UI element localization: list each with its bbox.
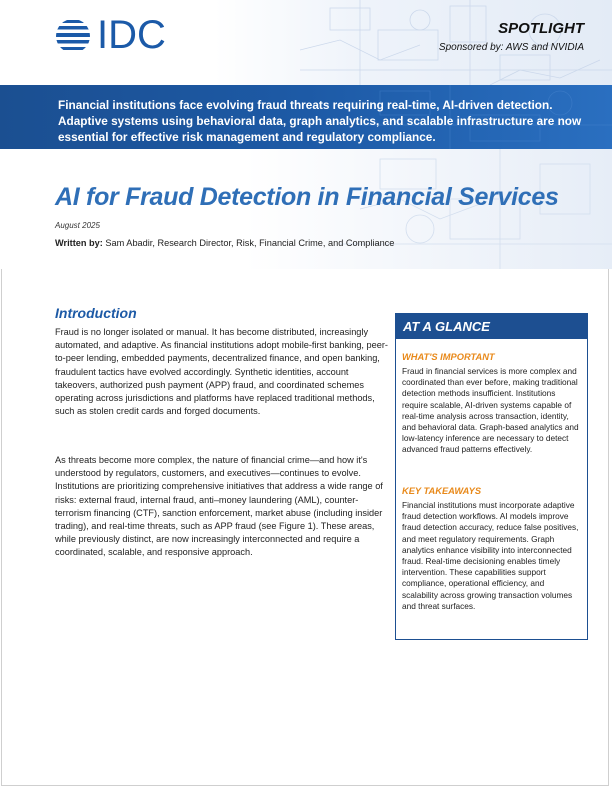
author-name: Sam Abadir, Research Director, Risk, Financial Crime, and Compliance xyxy=(105,238,395,248)
intro-paragraph: Fraud is no longer isolated or manual. It has become distributed, increasingly automated, and adaptive. As financial institutions adopt mobile-first banking, peer-to-peer lending, embedded payments, decentralized finance, and open banking, fraudulent tactics have evolved accordingly. Synthetic identities, account takeovers, authorized push payment (APP) fraud, and coordinated schemes operating across jurisdictions and platforms have replaced traditional methods, such as stolen credit cards and forged documents. xyxy=(55,327,388,417)
glance-subheading: KEY TAKEAWAYS xyxy=(402,486,482,496)
written-by-label: Written by: xyxy=(55,238,103,248)
summary-banner xyxy=(0,85,612,149)
document-title: AI for Fraud Detection in Financial Services xyxy=(55,183,559,211)
glance-subheading: WHAT'S IMPORTANT xyxy=(402,352,495,362)
at-a-glance-box xyxy=(395,313,588,640)
banner-text: Financial institutions face evolving fraud threats requiring real-time, AI-driven detection. Adaptive systems using behavioral data, graph analytics, and scalable infrastructure are now essential for effective risk management and regulatory compliance. xyxy=(58,98,582,144)
logo-text: IDC xyxy=(97,13,166,57)
document-date: August 2025 xyxy=(55,221,100,230)
at-a-glance-header xyxy=(396,314,587,339)
idc-globe-icon xyxy=(55,16,95,56)
idc-logo xyxy=(55,13,167,58)
glance-text: Fraud in financial services is more complex and coordinated than ever before, making traditional detection methods insufficient. Institutions require scalable, AI-driven systems capable of real-time analysis across transaction, identity, and behavioral data. Graph-based analytics and low-latency inference are necessary to detect advanced fraud patterns effectively. xyxy=(402,366,579,455)
intro-paragraph: As threats become more complex, the nature of financial crime—and how it's understood by regulators, customers, and executives—continues to evolve. Institutions are prioritizing comprehensive initiatives that address a wide range of risks: external fraud, internal fraud, anti–money laundering (AML), counter-terrorism financing (CTF), sanction enforcement, market abuse (including insider trading), and real-time threats, such as APP fraud (see Figure 1). These areas, while previously distinct, are now increasingly interconnected and require a coordinated, scalable, and responsive approach. xyxy=(55,455,383,558)
glance-text: Financial institutions must incorporate adaptive fraud detection workflows. AI models improve fraud detection accuracy, reduce false positives, and meet regulatory requirements. Graph analytics enhance visibility into interconnected fraud. Real-time decisioning enables timely intervention. These capabilities support compliance, operational efficiency, and scalability across growing transaction volumes and threat surfaces. xyxy=(402,500,579,611)
author-line xyxy=(55,238,394,248)
at-a-glance-title: AT A GLANCE xyxy=(403,319,490,334)
section-heading-introduction: Introduction xyxy=(55,305,137,321)
report-type-label: SPOTLIGHT xyxy=(498,20,584,37)
sponsor-text: Sponsored by: AWS and NVIDIA xyxy=(438,42,584,53)
